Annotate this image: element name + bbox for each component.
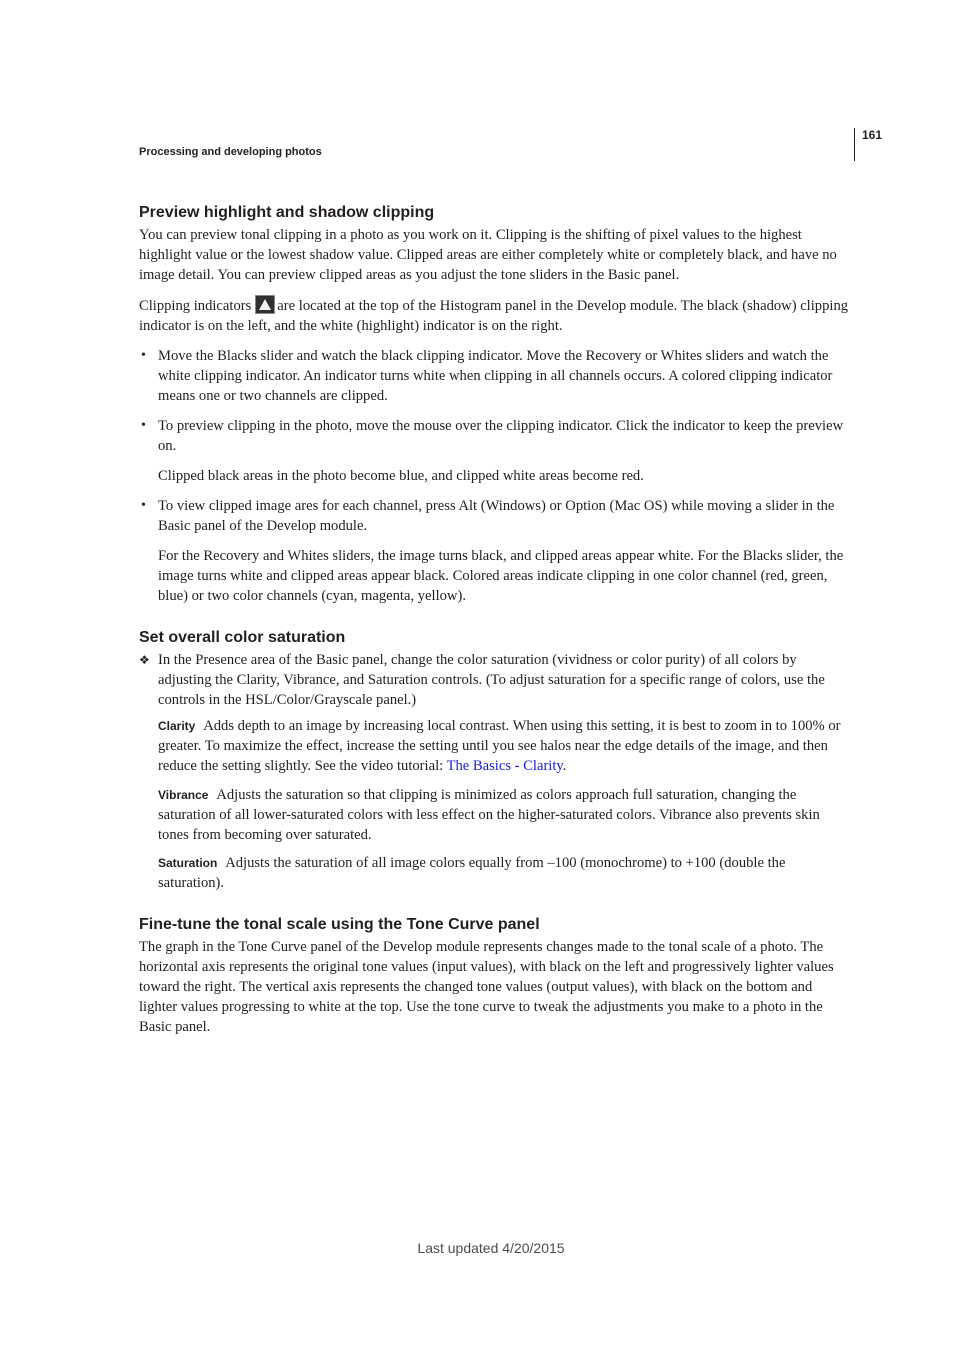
bullet-followup: For the Recovery and Whites sliders, the image turns black, and clipped areas appear white. For the Blacks slider, the image turns white and clipped areas appear black. Colored areas indicate clipping in one color channel (red, green, blue) or two color channels (cyan, magenta, yellow). xyxy=(158,548,844,604)
bullet-mark: • xyxy=(141,498,146,513)
saturation-definition xyxy=(158,853,851,893)
clarity-text: Adds depth to an image by increasing local contrast. When using this setting, it is best to zoom in to 100% or greater. To maximize the effect, increase the setting until you see halos near the edge details of the image, and then reduce the setting slightly. See the video tutorial: xyxy=(158,718,841,774)
bullet-text: To view clipped image ares for each channel, press Alt (Windows) or Option (Mac OS) while moving a slider in the Basic panel of the Develop module. xyxy=(158,498,835,534)
vibrance-text: Adjusts the saturation so that clipping is minimized as colors approach full saturation, changing the saturation of all lower-saturated colors with less effect on the higher-saturated colors. Vibrance also prevents skin tones from becoming over saturated. xyxy=(158,787,820,843)
tone-curve-body: The graph in the Tone Curve panel of the Develop module represents changes made to the tonal scale of a photo. The horizontal axis represents the original tone values (input values), with black on the left and progressively lighter values toward the right. The vertical axis represents the changed tone values (output values), with black on the bottom and lighter values progressing to white at the top. Use the tone curve to tweak the adjustments you make to a photo in the Basic panel. xyxy=(139,939,834,1035)
step-item xyxy=(139,650,851,710)
clarity-video-link[interactable]: The Basics - Clarity xyxy=(446,758,563,774)
step-text: In the Presence area of the Basic panel, change the color saturation (vividness or color purity) of all colors by adjusting the Clarity, Vibrance, and Saturation controls. (To adjust saturation for a specific range of colors, use the controls in the HSL/Color/Grayscale panel.) xyxy=(158,652,825,708)
last-updated: Last updated 4/20/2015 xyxy=(417,1240,565,1256)
bullet-mark: • xyxy=(141,418,146,433)
clipping-indicator-icon xyxy=(255,295,275,314)
list-item xyxy=(139,496,851,606)
clarity-definition xyxy=(158,716,851,776)
vibrance-definition xyxy=(158,785,851,845)
saturation-text: Adjusts the saturation of all image colors equally from –100 (monochrome) to +100 (double the saturation). xyxy=(158,855,786,891)
clipping-indicators-paragraph xyxy=(139,295,851,336)
list-item xyxy=(139,416,851,486)
saturation-term: Saturation xyxy=(158,856,218,870)
bullet-mark: • xyxy=(141,348,146,363)
step-marker-icon: ❖ xyxy=(139,653,150,667)
header-rule xyxy=(854,128,855,161)
section-heading-saturation: Set overall color saturation xyxy=(139,629,346,646)
bullet-text: Move the Blacks slider and watch the black clipping indicator. Move the Recovery or Whites sliders and watch the white clipping indicator. An indicator turns white when clipping in all channels occurs. A colored clipping indicator means one or two channels are clipped. xyxy=(158,348,833,404)
indicators-text-before: Clipping indicators xyxy=(139,298,252,314)
page-number: 161 xyxy=(862,128,883,142)
section-heading-tone-curve: Fine-tune the tonal scale using the Tone Curve panel xyxy=(139,916,540,933)
clipping-intro: You can preview tonal clipping in a photo as you work on it. Clipping is the shifting of pixel values to the highest highlight value or the lowest shadow value. Clipped areas are either completely white or completely black, and have no image detail. You can preview clipped areas as you adjust the tone sliders in the Basic panel. xyxy=(139,227,837,283)
footer xyxy=(0,1240,954,1256)
section-heading-clipping: Preview highlight and shadow clipping xyxy=(139,204,435,221)
list-item xyxy=(139,346,851,406)
running-head: Processing and developing photos xyxy=(139,146,322,158)
clarity-term: Clarity xyxy=(158,719,196,733)
clarity-end: . xyxy=(562,758,567,774)
bullet-followup: Clipped black areas in the photo become blue, and clipped white areas become red. xyxy=(158,468,644,484)
indicators-text-after: are located at the top of the Histogram panel in the Develop module. The black (shadow) clipping indicator is on the left, and the white (highlight) indicator is on the right. xyxy=(139,298,849,334)
bullet-text: To preview clipping in the photo, move the mouse over the clipping indicator. Click the indicator to keep the preview on. xyxy=(158,418,844,454)
vibrance-term: Vibrance xyxy=(158,788,209,802)
page-content xyxy=(139,202,851,1037)
